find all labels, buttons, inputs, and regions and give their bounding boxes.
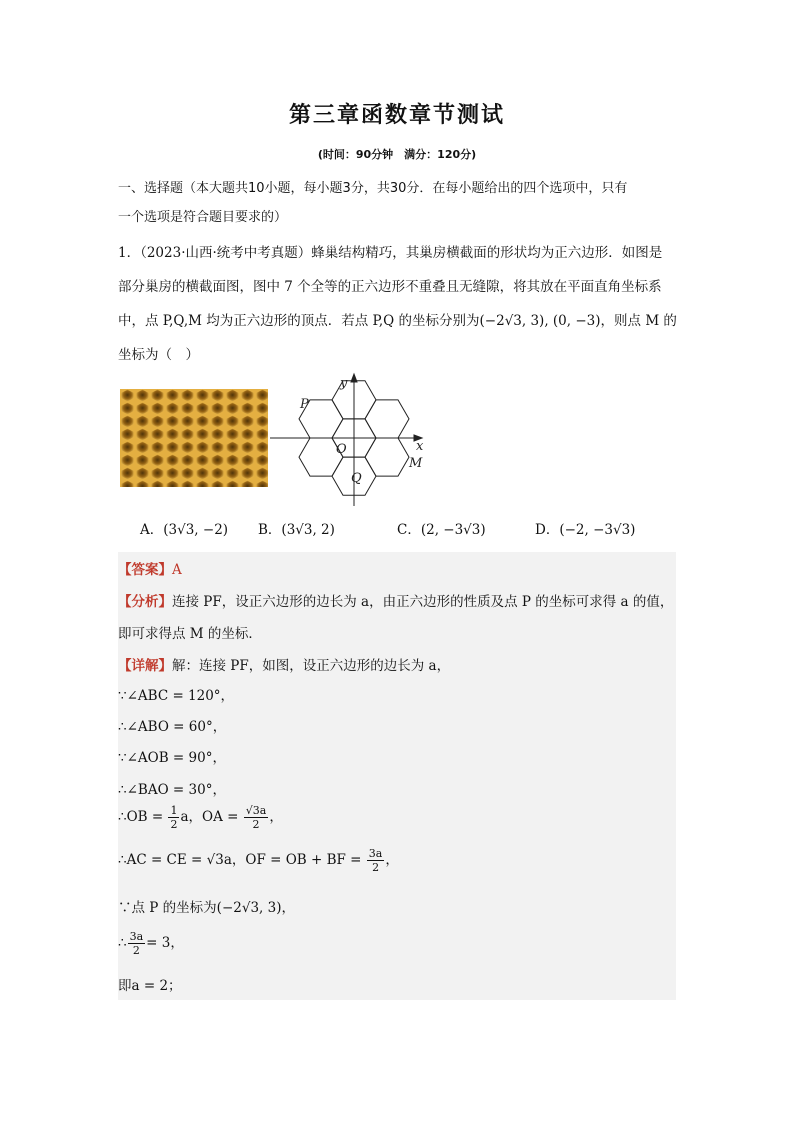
honeycomb-photo [120,389,268,487]
option-a-value: (3√3, −2) [163,522,229,538]
oa-num: √3a [245,804,267,817]
y-arrow-icon [351,374,357,382]
option-a[interactable] [140,518,228,538]
eq-num: 3a [129,930,144,943]
detail-text-1: 解：连接 PF，如图，设正六边形的边长为 a， [172,658,451,674]
of-num: 3a [368,847,383,860]
detail-tag: 【详解】 [118,658,172,674]
detail-line-1 [118,654,450,674]
step-final: 即a = 2； [118,978,182,994]
hexagon-6 [365,400,409,438]
p-coord-value: (−2√3, 3) [216,900,282,916]
label-x: x [416,439,424,454]
section-line-1: 一、选择题（本大题共10小题，每小题3分，共30分．在每小题给出的四个选项中，只有 [118,181,628,196]
eq-fraction [128,930,146,957]
option-d-key: D． [535,522,560,538]
of-den: 2 [372,861,380,874]
oa-suffix: ， [269,809,283,825]
hexagon-7 [365,438,409,476]
question-line-1: 1．（2023·山西·统考中考真题）蜂巢结构精巧，其巢房横截面的形状均为正六边形．如图是 [118,245,663,261]
option-a-key: A． [140,522,164,538]
answer-tag: 【答案】 [118,562,172,578]
question-line-3a: 中，点 P,Q,M 均为正六边形的顶点．若点 P,Q 的坐标分别为 [118,313,480,329]
step-2: ∴∠ABO = 60°， [118,719,227,735]
label-Q: Q [351,471,362,486]
question-1 [118,236,678,372]
option-c-value: (2, −3√3) [420,522,486,538]
oa-fraction [244,804,269,831]
answer-options [140,518,680,548]
of-fraction [367,847,385,874]
eq-den: 2 [132,944,140,957]
ob-den: 2 [170,818,178,831]
step-1: ∵∠ABC = 120°， [118,688,235,704]
ob-suffix: a，OA = [180,809,239,825]
exam-info: (时间：90分钟 满分：120分) [317,148,477,161]
given-coordinates: (−2√3, 3), (0, −3) [479,313,601,329]
step-ob-oa [118,804,283,831]
question-line-3b: ，则点 M 的 [600,313,677,329]
label-M: M [409,456,423,471]
question-line-3 [118,304,678,338]
page-title: 第三章函数章节测试 [288,103,505,128]
analysis-tag: 【分析】 [118,594,172,610]
option-b-value: (3√3, 2) [281,522,335,538]
step-equation [118,930,184,957]
solution-panel [118,552,676,1000]
step-p-coord [118,896,295,916]
analysis-line-1 [118,590,673,610]
eq-suffix: = 3， [146,935,184,951]
step-ac-of [118,847,399,874]
option-d-value: (−2, −3√3) [559,522,636,538]
p-coord-suffix: ， [281,900,295,916]
question-line-2: 部分巢房的横截面图，图中 7 个全等的正六边形不重叠且无缝隙，将其放在平面直角坐标系 [118,279,662,295]
option-d[interactable] [535,518,635,538]
answer-line [118,558,182,578]
ac-text: ∴AC = CE = √3a，OF = OB + BF = [118,852,362,868]
p-coord-text: ∵点 P 的坐标为 [118,900,217,916]
oa-den: 2 [252,818,260,831]
step-3: ∵∠AOB = 90°， [118,750,226,766]
option-c-key: C． [397,522,421,538]
step-4: ∴∠BAO = 30°， [118,782,226,798]
label-P: P [300,397,309,412]
option-b-key: B． [258,522,282,538]
label-y: y [340,376,348,391]
section-heading [118,174,688,232]
answer-value: A [172,562,182,578]
section-line-2: 一个选项是符合题目要求的） [118,210,288,225]
hexagon-coordinate-diagram [270,370,440,510]
option-b[interactable] [258,518,335,538]
ob-num: 1 [170,804,178,817]
analysis-text-1: 连接 PF，设正六边形的边长为 a，由正六边形的性质及点 P 的坐标可求得 a 的值， [172,594,674,610]
question-line-4: 坐标为（ ） [118,347,199,363]
option-c[interactable] [397,518,486,538]
ob-prefix: ∴OB = [118,809,164,825]
ob-fraction [168,804,179,831]
of-suffix: ， [385,852,399,868]
eq-prefix: ∴ [118,935,127,951]
label-O: O [336,442,347,457]
analysis-line-2: 即可求得点 M 的坐标． [118,626,262,642]
